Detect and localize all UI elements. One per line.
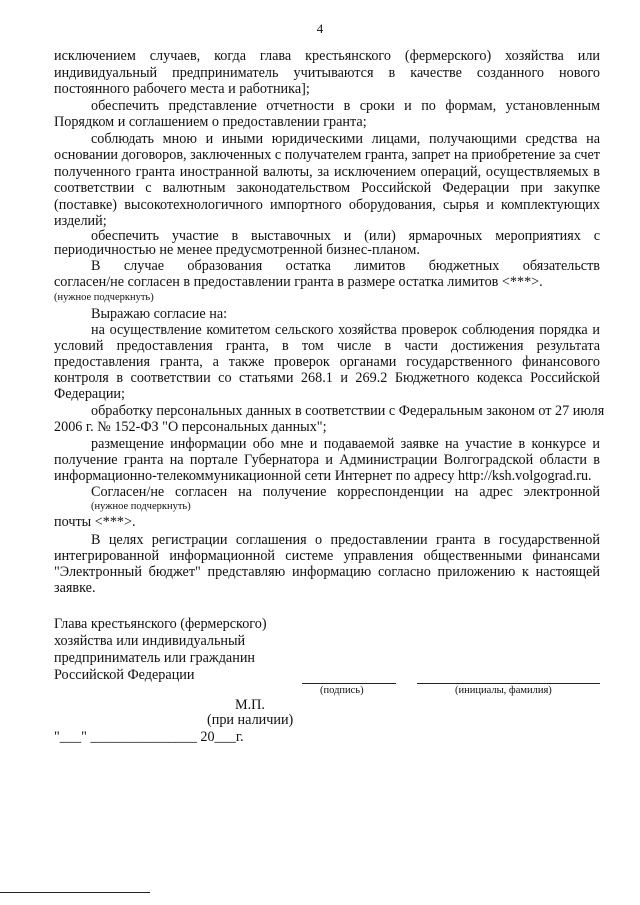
body-line: Порядком и соглашением о предоставлении гранта; — [54, 114, 367, 130]
consent-heading: Выражаю согласие на: — [91, 306, 228, 322]
body-line: контроля в соответствии со статьями 268.1 и 269.2 Бюджетного кодекса Российской — [54, 370, 600, 386]
signer-role: хозяйства или индивидуальный — [54, 633, 246, 649]
body-line: интегрированной информационной системе управления общественными финансами — [54, 548, 600, 564]
body-line: исключением случаев, когда глава крестьянского (фермерского) хозяйства или — [54, 48, 600, 64]
underline-hint: (нужное подчеркнуть) — [54, 292, 154, 303]
date-line: "___" _______________ 20___г. — [54, 729, 244, 745]
body-line: заявке. — [54, 580, 96, 596]
body-line: обеспечить представление отчетности в сроки и по формам, установленным — [91, 98, 600, 114]
body-line: согласен/не согласен в предоставлении гранта в размере остатка лимитов <***>. — [54, 274, 543, 290]
body-line: периодичностью не менее предусмотренной бизнес-планом. — [54, 242, 420, 258]
body-line: обеспечить участие в выставочных и (или) ярмарочных мероприятиях с — [91, 228, 600, 244]
body-line: почты <***>. — [54, 514, 136, 530]
footnote-separator — [0, 892, 150, 893]
name-caption: (инициалы, фамилия) — [455, 685, 552, 696]
page-number: 4 — [316, 21, 324, 36]
signer-role: Российской Федерации — [54, 667, 195, 683]
signature-line — [302, 683, 396, 684]
underline-hint: (нужное подчеркнуть) — [91, 501, 191, 512]
body-line: получение гранта на портале Губернатора и Администрации Волгоградской области в — [54, 452, 600, 468]
stamp-placeholder: М.П. — [235, 697, 265, 713]
body-line: соблюдать мною и иными юридическими лицами, получающими средства на — [91, 131, 600, 147]
body-line: на осуществление комитетом сельского хозяйства проверок соблюдения порядка и — [91, 322, 600, 338]
body-line: предоставления гранта, а также проверок органами государственного финансового — [54, 354, 600, 370]
stamp-note: (при наличии) — [207, 712, 294, 728]
body-line: В целях регистрации соглашения о предоставлении гранта в государственной — [91, 532, 600, 548]
body-line: обработку персональных данных в соответствии с Федеральным законом от 27 июля — [91, 403, 605, 419]
body-line: условий предоставления гранта, в том числе в части достижения результата — [54, 338, 600, 354]
signature-caption: (подпись) — [320, 685, 364, 696]
body-line: изделий; — [54, 213, 107, 229]
signer-role: предприниматель или гражданин — [54, 650, 256, 666]
body-line: постоянного рабочего места и работника]; — [54, 81, 310, 97]
body-line: полученного гранта иностранной валюты, за исключением операций, осуществляемых в — [54, 164, 600, 180]
body-line: "Электронный бюджет" представляю информацию согласно приложению к настоящей — [54, 564, 600, 580]
signer-role: Глава крестьянского (фермерского) — [54, 616, 267, 632]
body-line: информационно-телекоммуникационной сети Интернет по адресу http://ksh.volgograd.ru. — [54, 468, 592, 484]
body-line: Федерации; — [54, 386, 125, 402]
body-line: основании договоров, заключенных с получателем гранта, запрет на приобретение за счет — [54, 147, 600, 163]
body-line: размещение информации обо мне и подаваемой заявке на участие в конкурсе и — [91, 436, 600, 452]
body-line: индивидуальный предприниматель учитываются в качестве созданного нового — [54, 65, 600, 81]
body-line: В случае образования остатка лимитов бюджетных обязательств — [91, 258, 600, 274]
body-line: 2006 г. № 152-ФЗ "О персональных данных"; — [54, 419, 327, 435]
body-line: соответствии с валютным законодательством Российской Федерации при закупке — [54, 180, 600, 196]
body-line: (поставке) высокотехнологичного импортного оборудования, сырья и комплектующих — [54, 197, 600, 213]
body-line: Согласен/не согласен на получение корреспонденции на адрес электронной — [91, 484, 600, 500]
name-line — [417, 683, 600, 684]
